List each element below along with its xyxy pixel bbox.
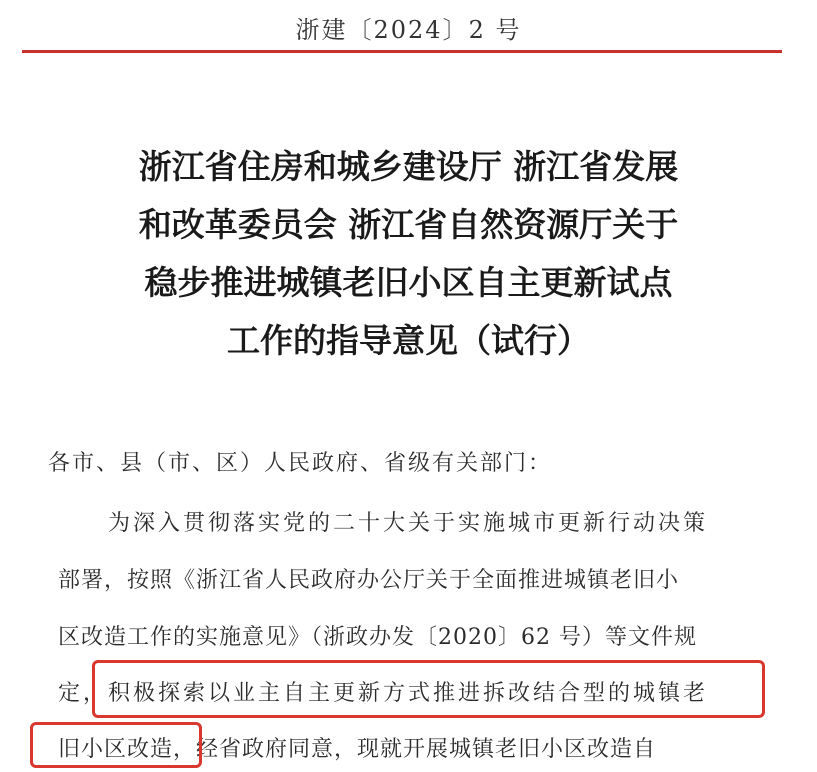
title-line: 和改革委员会 浙江省自然资源厅关于 (138, 205, 679, 244)
highlight-box (92, 660, 765, 718)
title-line: 工作的指导意见（试行） (227, 321, 590, 360)
paragraph-line: 为深入贯彻落实党的二十大关于实施城市更新行动决策 (108, 511, 709, 536)
paragraph-line: 旧小区改造，经省政府同意，现就开展城镇老旧小区改造自 (58, 737, 657, 762)
document-title (0, 138, 817, 370)
red-divider-line (22, 50, 782, 53)
salutation: 各市、县（市、区）人民政府、省级有关部门： (48, 451, 553, 476)
title-line: 稳步推进城镇老旧小区自主更新试点 (144, 263, 673, 302)
paragraph-line: 区改造工作的实施意见》（浙政办发〔2020〕62 号）等文件规 (58, 625, 697, 650)
paragraph-line: 部署，按照《浙江省人民政府办公厅关于全面推进城镇老旧小 (58, 568, 680, 593)
document-number: 浙建〔2024〕2 号 (295, 16, 522, 44)
highlight-box (30, 722, 202, 768)
paragraph-line: 定，积极探索以业主自主更新方式推进拆改结合型的城镇老 (58, 681, 709, 706)
title-line: 浙江省住房和城乡建设厅 浙江省发展 (138, 147, 679, 186)
